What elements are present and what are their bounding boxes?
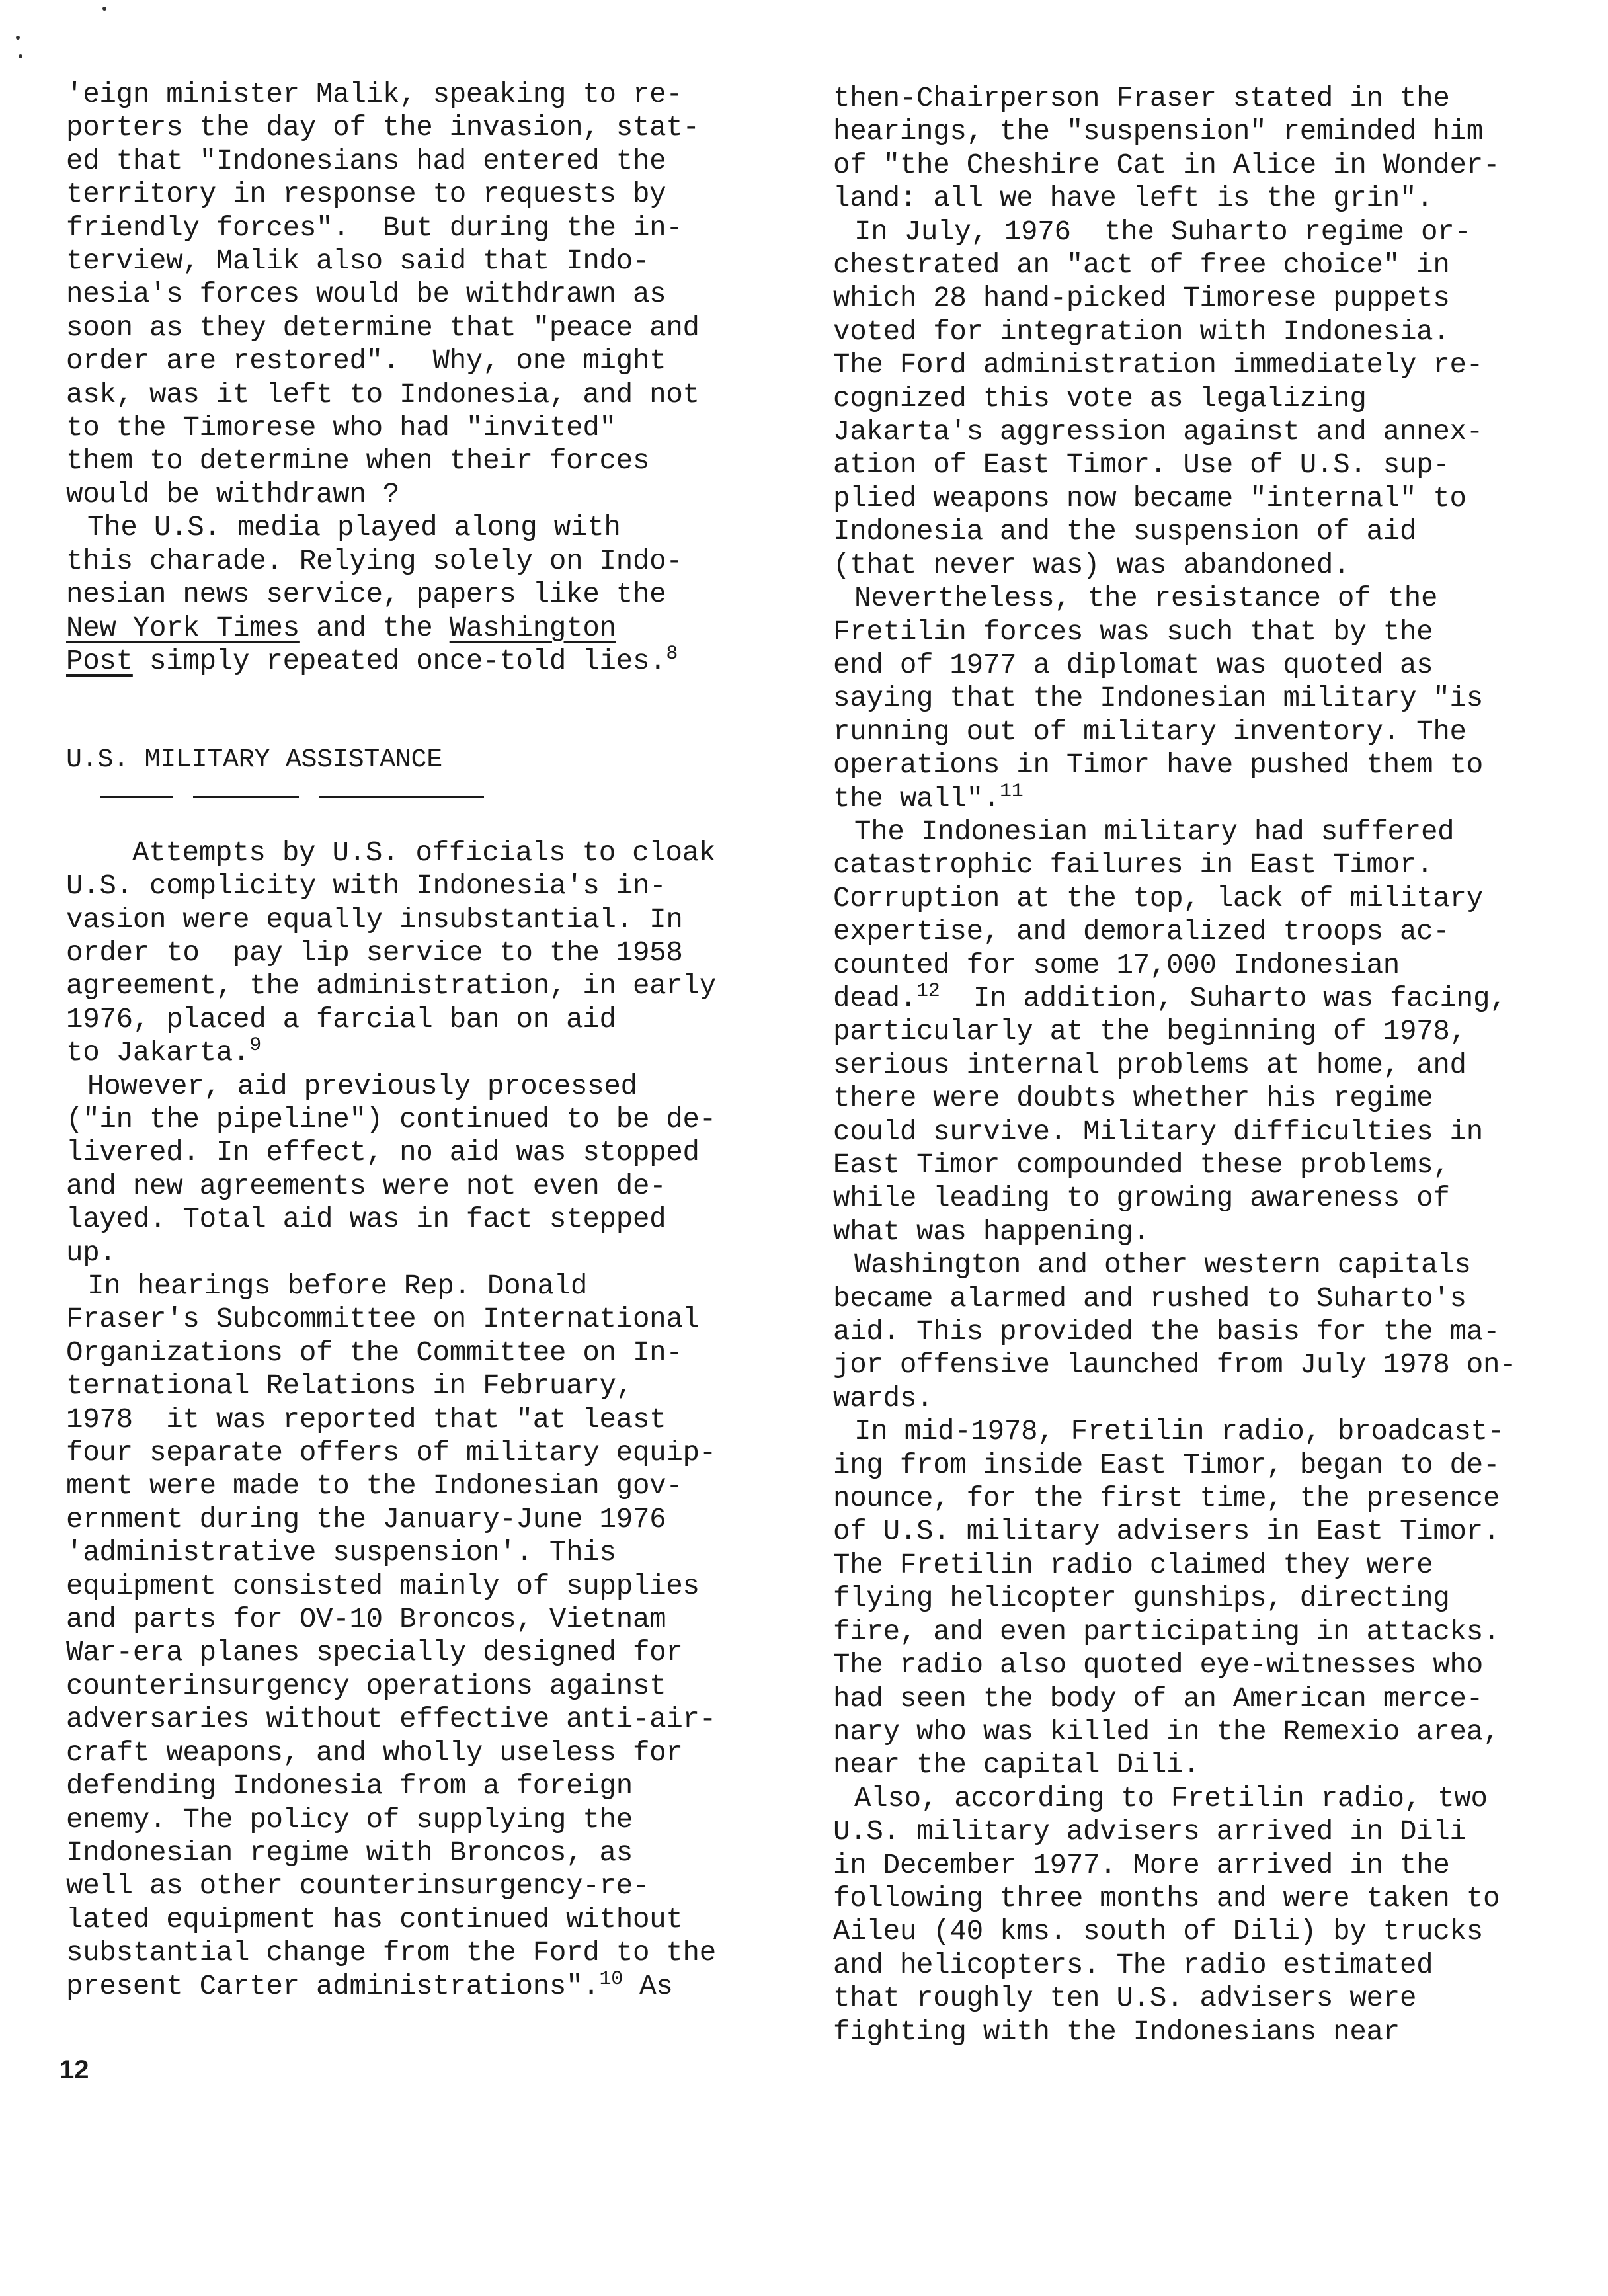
paragraph-line: and parts for OV-10 Broncos, Vietnam — [66, 1604, 666, 1636]
paragraph-line: what was happening. — [833, 1215, 1150, 1248]
paragraph-line: ask, was it left to Indonesia, and not — [66, 378, 700, 411]
paragraph-line: nesia's forces would be withdrawn as — [66, 278, 666, 311]
paragraph-line: serious internal problems at home, and — [833, 1049, 1467, 1081]
heading-rule — [319, 796, 484, 798]
paragraph-line: equipment consisted mainly of supplies — [66, 1570, 700, 1602]
paragraph-line: counterinsurgency operations against — [66, 1670, 666, 1702]
paragraph-line: 'eign minister Malik, speaking to re- — [66, 79, 683, 110]
left-paragraph-4 — [66, 1070, 767, 1270]
scan-speck — [16, 36, 20, 40]
paragraph-line: agreement, the administration, in early — [66, 970, 716, 1003]
paragraph-line: Aileu (40 kms. south of Dili) by trucks — [833, 1916, 1483, 1948]
paragraph-line: The Indonesian military had suffered — [854, 815, 1455, 848]
paragraph-line: territory in response to requests by — [66, 179, 666, 211]
paragraph-line: Nevertheless, the resistance of the — [854, 583, 1438, 615]
footnote-12: 12 — [916, 979, 940, 1003]
paragraph-line: running out of military inventory. The — [833, 716, 1467, 748]
paragraph-line: following three months and were taken to — [833, 1882, 1500, 1914]
scan-speck — [102, 7, 106, 11]
paragraph-line: would be withdrawn ? — [66, 478, 400, 511]
paragraph-line: chestrated an "act of free choice" in — [833, 249, 1450, 282]
paragraph-line: to the Timorese who had "invited" — [66, 412, 616, 444]
paragraph-line: Indonesian regime with Broncos, as — [66, 1836, 633, 1869]
paragraph-line: However, aid previously processed — [87, 1070, 637, 1102]
paragraph-line: The Ford administration immediately re- — [833, 349, 1483, 382]
paragraph-line: to Jakarta.$^9$ — [66, 1034, 261, 1069]
right-paragraph-7 — [833, 1782, 1534, 2049]
paragraph-line: Fretilin forces was such that by the — [833, 616, 1433, 648]
right-paragraph-1 — [833, 82, 1534, 216]
paragraph-line: Fraser's Subcommittee on International — [66, 1303, 700, 1336]
paragraph-line: land: all we have left is the grin". — [833, 183, 1433, 215]
paragraph-line: ation of East Timor. Use of U.S. sup- — [833, 449, 1450, 481]
newspaper-line: New York Times and the Washington — [66, 612, 616, 644]
paragraph-line: became alarmed and rushed to Suharto's — [833, 1282, 1467, 1315]
paragraph-line: hearings, the "suspension" reminded him — [833, 116, 1483, 148]
paragraph-line: cognized this vote as legalizing — [833, 382, 1367, 415]
paragraph-line: order are restored". Why, one might — [66, 345, 666, 378]
paragraph-line: catastrophic failures in East Timor. — [833, 849, 1433, 882]
paragraph-line: then-Chairperson Fraser stated in the — [833, 83, 1450, 114]
paragraph-line: East Timor compounded these problems, — [833, 1149, 1450, 1181]
paragraph-line: there were doubts whether his regime — [833, 1083, 1433, 1115]
paragraph-line: The radio also quoted eye-witnesses who — [833, 1649, 1483, 1682]
left-paragraph-5 — [66, 1270, 767, 2003]
paragraph-line: substantial change from the Ford to the — [66, 1937, 716, 1969]
heading-rule — [193, 796, 299, 798]
paragraph-line: that roughly ten U.S. advisers were — [833, 1983, 1417, 2015]
left-paragraph-3 — [66, 837, 767, 1070]
left-paragraph-1 — [66, 78, 767, 511]
section-heading: U.S. MILITARY ASSISTANCE — [66, 745, 442, 776]
paragraph-line: Indonesia and the suspension of aid — [833, 516, 1417, 548]
paragraph-line: in December 1977. More arrived in the — [833, 1849, 1450, 1881]
paragraph-line: The Fretilin radio claimed they were — [833, 1549, 1433, 1581]
footnote-10: 10 — [599, 1967, 623, 1990]
new-york-times-title: New York Times — [66, 612, 300, 644]
paragraph-line: terview, Malik also said that Indo- — [66, 245, 650, 278]
paragraph-line: Organizations of the Committee on In- — [66, 1336, 683, 1369]
paragraph-line: lated equipment has continued without — [66, 1903, 683, 1936]
paragraph-line: plied weapons now became "internal" to — [833, 482, 1467, 514]
paragraph-line: War-era planes specially designed for — [66, 1637, 683, 1669]
left-column — [66, 78, 767, 2003]
paragraph-line: this charade. Relying solely on Indo- — [66, 545, 683, 577]
paragraph-line: In July, 1976 the Suharto regime or- — [854, 216, 1471, 248]
paragraph-line: operations in Timor have pushed them to — [833, 749, 1483, 782]
paragraph-line: craft weapons, and wholly useless for — [66, 1737, 683, 1769]
paragraph-line: layed. Total aid was in fact stepped — [66, 1204, 666, 1236]
paragraph-line: flying helicopter gunships, directing — [833, 1582, 1450, 1615]
paragraph-line: ment were made to the Indonesian gov- — [66, 1470, 683, 1502]
paragraph-line: In mid-1978, Fretilin radio, broadcast- — [854, 1416, 1504, 1448]
paragraph-line: of U.S. military advisers in East Timor. — [833, 1516, 1500, 1548]
paragraph-line: fighting with the Indonesians near — [833, 2016, 1400, 2048]
paragraph-line: In hearings before Rep. Donald — [87, 1270, 588, 1302]
paragraph-line: them to determine when their forces — [66, 445, 650, 477]
scan-speck — [19, 54, 22, 58]
right-paragraph-6 — [833, 1415, 1534, 1782]
paragraph-line: (that never was) was abandoned. — [833, 549, 1350, 581]
paragraph-line: the wall".$^{11}$ — [833, 780, 1024, 815]
paragraph-line: end of 1977 a diplomat was quoted as — [833, 649, 1433, 681]
paragraph-line: porters the day of the invasion, stat- — [66, 112, 700, 144]
paragraph-line: aid. This provided the basis for the ma- — [833, 1316, 1500, 1348]
right-paragraph-4 — [833, 815, 1534, 1249]
footnote-11: 11 — [1000, 780, 1024, 803]
newspaper-line-end: Post simply repeated once-told lies.$^8$ — [66, 642, 678, 677]
paragraph-line: 1976, placed a farcial ban on aid — [66, 1003, 616, 1036]
paragraph-line: nary who was killed in the Remexio area, — [833, 1715, 1500, 1748]
paragraph-line: The U.S. media played along with — [87, 512, 621, 544]
section-heading-block — [66, 744, 767, 798]
paragraph-line: nesian news service, papers like the — [66, 579, 666, 611]
paragraph-line: counted for some 17,000 Indonesian — [833, 949, 1400, 981]
paragraph-line: enemy. The policy of supplying the — [66, 1803, 633, 1836]
paragraph-line: and helicopters. The radio estimated — [833, 1949, 1433, 1981]
paragraph-line: ed that "Indonesians had entered the — [66, 145, 666, 177]
paragraph-line: ing from inside East Timor, began to de- — [833, 1449, 1500, 1481]
washington-post-title-end: Post — [66, 645, 133, 677]
paragraph-line: and new agreements were not even de- — [66, 1170, 666, 1202]
paragraph-line: U.S. military advisers arrived in Dili — [833, 1816, 1467, 1848]
paragraph-line: livered. In effect, no aid was stopped — [66, 1137, 700, 1169]
heading-rules — [100, 796, 767, 798]
right-paragraph-3 — [833, 582, 1534, 815]
paragraph-line: Jakarta's aggression against and annex- — [833, 416, 1483, 448]
washington-post-title: Washington — [449, 612, 616, 644]
footnote-9: 9 — [249, 1034, 261, 1057]
paragraph-line: particularly at the beginning of 1978, — [833, 1016, 1467, 1048]
paragraph-line: friendly forces". But during the in- — [66, 212, 683, 244]
left-paragraph-2 — [66, 511, 767, 678]
paragraph-line: nounce, for the first time, the presence — [833, 1483, 1500, 1515]
paragraph-line: jor offensive launched from July 1978 on- — [833, 1349, 1517, 1381]
right-column — [833, 82, 1534, 2049]
paragraph-line: Washington and other western capitals — [854, 1249, 1471, 1282]
paragraph-line: vasion were equally insubstantial. In — [66, 903, 683, 936]
paragraph-line: expertise, and demoralized troops ac- — [833, 916, 1450, 948]
paragraph-line: wards. — [833, 1382, 934, 1414]
paragraph-line: ernment during the January-June 1976 — [66, 1503, 666, 1536]
paragraph-line: Attempts by U.S. officials to cloak — [132, 837, 716, 869]
paragraph-line: soon as they determine that "peace and — [66, 311, 700, 344]
paragraph-line: ternational Relations in February, — [66, 1370, 633, 1403]
right-paragraph-2 — [833, 216, 1534, 582]
paragraph-line: which 28 hand-picked Timorese puppets — [833, 282, 1450, 315]
paragraph-line: order to pay lip service to the 1958 — [66, 936, 683, 969]
paragraph-line: Corruption at the top, lack of military — [833, 882, 1483, 915]
paragraph-line: fire, and even participating in attacks. — [833, 1616, 1500, 1648]
paragraph-line: four separate offers of military equip- — [66, 1437, 716, 1469]
paragraph-line: dead.$^{12}$ In addition, Suharto was facing, — [833, 979, 1507, 1014]
paragraph-line: 'administrative suspension'. This — [66, 1537, 616, 1569]
paragraph-line: saying that the Indonesian military "is — [833, 682, 1483, 715]
paragraph-line: could survive. Military difficulties in — [833, 1116, 1483, 1148]
paragraph-line: U.S. complicity with Indonesia's in- — [66, 870, 666, 903]
paragraph-line: 1978 it was reported that "at least — [66, 1403, 666, 1436]
paragraph-line: well as other counterinsurgency-re- — [66, 1870, 650, 1903]
paragraph-line: while leading to growing awareness of — [833, 1182, 1450, 1215]
right-paragraph-5 — [833, 1249, 1534, 1415]
paragraph-line: voted for integration with Indonesia. — [833, 315, 1450, 348]
paragraph-line: Also, according to Fretilin radio, two — [854, 1782, 1488, 1815]
paragraph-line: adversaries without effective anti-air- — [66, 1703, 716, 1736]
paragraph-line: had seen the body of an American merce- — [833, 1682, 1483, 1715]
paragraph-line: of "the Cheshire Cat in Alice in Wonder- — [833, 149, 1500, 181]
footnote-8: 8 — [666, 642, 678, 665]
paragraph-line: up. — [66, 1237, 116, 1269]
heading-rule — [100, 796, 173, 798]
page-number: 12 — [60, 2055, 89, 2084]
paragraph-line: defending Indonesia from a foreign — [66, 1770, 633, 1803]
paragraph-line: present Carter administrations".$^{10}$ As — [66, 1967, 673, 2002]
paragraph-line: near the capital Dili. — [833, 1749, 1200, 1782]
paragraph-line: ("in the pipeline") continued to be de- — [66, 1103, 716, 1135]
